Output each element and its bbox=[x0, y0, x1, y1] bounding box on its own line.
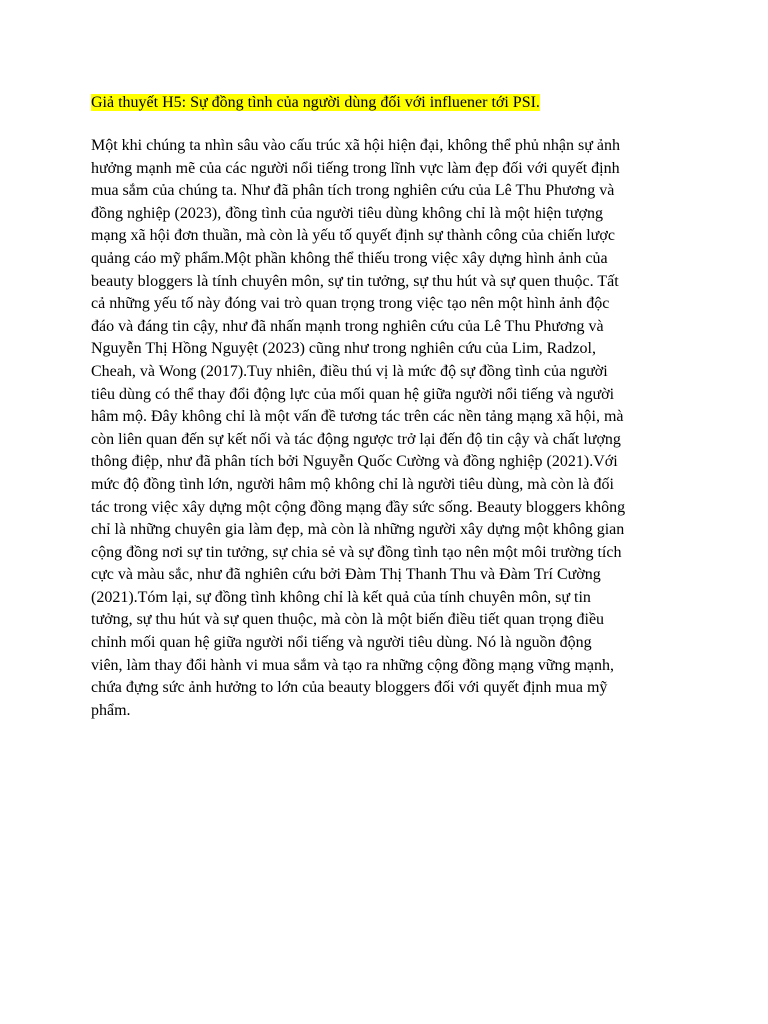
hypothesis-heading bbox=[91, 92, 681, 114]
paragraph-line: beauty bloggers là tính chuyên môn, sự tin tưởng, sự thu hút và sự quen thuộc. Tất bbox=[91, 272, 619, 290]
paragraph-line: mua sắm của chúng ta. Như đã phân tích trong nghiên cứu của Lê Thu Phương và bbox=[91, 182, 615, 200]
paragraph-line: cực và màu sắc, như đã nghiên cứu bởi Đàm Thị Thanh Thu và Đàm Trí Cường bbox=[91, 566, 601, 584]
paragraph-line: Cheah, và Wong (2017).Tuy nhiên, điều thú vị là mức độ sự đồng tình của người bbox=[91, 362, 608, 380]
body-paragraph bbox=[91, 135, 681, 722]
paragraph-line: hưởng mạnh mẽ của các người nổi tiếng trong lĩnh vực làm đẹp đối với quyết định bbox=[91, 159, 620, 177]
paragraph-line: đáo và đáng tin cậy, như đã nhấn mạnh trong nghiên cứu của Lê Thu Phương và bbox=[91, 317, 604, 335]
paragraph-line: chỉnh mối quan hệ giữa người nổi tiếng và người tiêu dùng. Nó là nguồn động bbox=[91, 634, 592, 652]
paragraph-line: phẩm. bbox=[91, 701, 131, 719]
paragraph-line: hâm mộ. Đây không chỉ là một vấn đề tương tác trên các nền tảng mạng xã hội, mà bbox=[91, 408, 624, 426]
paragraph-line: Một khi chúng ta nhìn sâu vào cấu trúc xã hội hiện đại, không thể phủ nhận sự ảnh bbox=[91, 137, 621, 154]
paragraph-line: (2021).Tóm lại, sự đồng tình không chỉ là kết quả của tính chuyên môn, sự tin bbox=[91, 588, 591, 606]
paragraph-line: viên, làm thay đổi hành vi mua sắm và tạo ra những cộng đồng mạng vững mạnh, bbox=[91, 656, 615, 674]
paragraph-line: Nguyễn Thị Hồng Nguyệt (2023) cũng như trong nghiên cứu của Lim, Radzol, bbox=[91, 340, 596, 358]
paragraph-line: cộng đồng nơi sự tin tưởng, sự chia sẻ và sự đồng tình tạo nên một môi trường tích bbox=[91, 543, 622, 561]
paragraph-line: tưởng, sự thu hút và sự quen thuộc, mà còn là một biến điều tiết quan trọng điều bbox=[91, 611, 605, 629]
highlighted-heading-text: Giả thuyết H5: Sự đồng tình của người dùng đối với influener tới PSI. bbox=[91, 94, 540, 111]
paragraph-line: còn liên quan đến sự kết nối và tác động ngược trở lại đến độ tin cậy và chất lượng bbox=[91, 430, 621, 448]
paragraph-line: mạng xã hội đơn thuần, mà còn là yếu tố quyết định sự thành công của chiến lược bbox=[91, 227, 615, 245]
document-content bbox=[91, 92, 681, 722]
paragraph-line: chỉ là những chuyên gia làm đẹp, mà còn là những người xây dựng một không gian bbox=[91, 521, 625, 539]
paragraph-line: tác trong việc xây dựng một cộng đồng mạng đầy sức sống. Beauty bloggers không bbox=[91, 498, 626, 516]
paragraph-line: đồng nghiệp (2023), đồng tình của người tiêu dùng không chỉ là một hiện tượng bbox=[91, 204, 603, 222]
paragraph-line: thông điệp, như đã phân tích bởi Nguyễn Quốc Cường và đồng nghiệp (2021).Với bbox=[91, 453, 618, 471]
paragraph-line: quảng cáo mỹ phẩm.Một phần không thể thiếu trong việc xây dựng hình ảnh của bbox=[91, 249, 608, 267]
paragraph-line: cả những yếu tố này đóng vai trò quan trọng trong việc tạo nên một hình ảnh độc bbox=[91, 295, 610, 313]
paragraph-line: tiêu dùng có thể thay đổi động lực của mối quan hệ giữa người nổi tiếng và người bbox=[91, 385, 615, 403]
paragraph-line: mức độ đồng tình lớn, người hâm mộ không chỉ là người tiêu dùng, mà còn là đối bbox=[91, 475, 614, 493]
paragraph-line: chứa đựng sức ảnh hưởng to lớn của beauty bloggers đối với quyết định mua mỹ bbox=[91, 679, 608, 697]
